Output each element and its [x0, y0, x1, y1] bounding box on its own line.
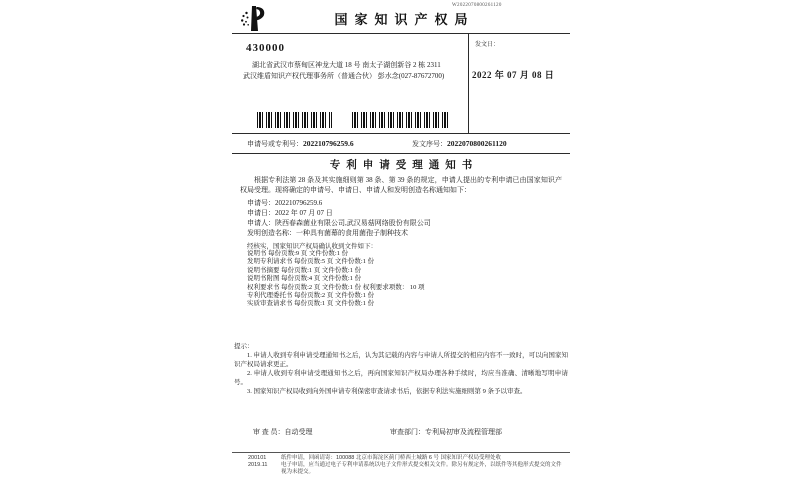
- notice-title: 专利申请受理通知书: [329, 160, 479, 171]
- application-number-row: [247, 139, 567, 149]
- examiner-value: 自动受理: [284, 428, 313, 436]
- document-code: W2022070800261120: [452, 3, 502, 8]
- serial-number-label: 发文序号：: [412, 140, 447, 148]
- footer-row: [248, 462, 563, 476]
- confirmation-line: 经核实，国家知识产权局确认收到文件如下：: [247, 243, 377, 250]
- recipient-address: 湖北省武汉市蔡甸区神龙大道 18 号 南太子湖创新谷 2 栋 2311: [252, 61, 441, 69]
- field-invention-title: 发明创造名称：一种具有菌幕的食用菌孢子制种技术: [247, 228, 408, 237]
- field-application-number: 申请号：202210796259.6: [247, 199, 323, 207]
- note-item: 2. 申请人收到专利申请受理通知书之后，再向国家知识产权局办理各种手续时，均应当准确、清晰地写明申请号。: [234, 370, 568, 386]
- file-item: 说明书 每份页数:9 页 文件份数:1 份: [247, 250, 349, 257]
- footer-form-code: 200101: [248, 455, 267, 461]
- file-item: 专利代理委托书 每份页数:2 页 文件份数:1 份: [247, 292, 375, 300]
- footer-text: 电子申请，应当通过电子专利申请系统以电子文件形式提交相关文件。除另有规定外，以纸件等其他形式提交的文件视为未提交。: [281, 461, 562, 475]
- serial-number-value: 2022070800261120: [447, 139, 507, 148]
- examiner-label: 审 查 员：: [253, 428, 285, 436]
- header-rule: [232, 33, 570, 34]
- department-label: 审查部门：: [390, 428, 425, 436]
- serial-number: [412, 139, 507, 149]
- examiner-row: [253, 427, 568, 437]
- file-item: 发明专利请求书 每份页数:5 页 文件份数:1 份: [247, 258, 375, 266]
- footer-text: 纸件申请，回函请寄：100088 北京市海淀区蓟门桥西土城路 6 号 国家知识产权局受理处收: [281, 455, 502, 461]
- field-applicants: 申请人：陕西春森菌业有限公司,武汉易菇网络股份有限公司: [247, 218, 431, 227]
- footer-notes: [248, 455, 563, 476]
- title-rule: [232, 153, 570, 154]
- vertical-divider: [468, 33, 469, 134]
- file-item: 说明书摘要 每份页数:1 页 文件份数:1 份: [247, 266, 362, 274]
- footer-row: [248, 455, 563, 462]
- notes-section: [234, 342, 568, 396]
- file-item: 说明书附图 每份页数:4 页 文件份数:1 份: [247, 275, 362, 283]
- barcode-right: [352, 112, 449, 128]
- intro-paragraph: 根据专利法第 28 条及其实施细则第 38 条、第 39 条的规定，申请人提出的专利申请已由国家知识产权局受理。现将确定的申请号、申请日、申请人和发明创造名称通知如下：: [240, 176, 562, 194]
- application-number-value: 202210796259.6: [303, 139, 354, 148]
- dispatch-date-value: 2022 年 07 月 08 日: [472, 70, 555, 80]
- agent-line: 武汉维盾知识产权代理事务所（普通合伙） 彭水念(027-87672700): [243, 72, 445, 80]
- department-value: 专利局初审及流程管理部: [425, 428, 502, 436]
- file-item: 权利要求书 每份页数:2 页 文件份数:1 份 权利要求项数： 10 项: [247, 283, 425, 291]
- department: [390, 427, 502, 437]
- postal-code: 430000: [246, 42, 285, 54]
- footer-rule: [232, 452, 570, 453]
- agency-title: 国家知识产权局: [334, 12, 475, 27]
- note-item: 3. 国家知识产权局收到向外国申请专利保密审查请求书后，依据专利法实施细则第 9 条予以审查。: [247, 388, 527, 395]
- application-number-label: 申请号或专利号：: [247, 140, 303, 148]
- mid-rule: [232, 133, 570, 134]
- notes-title: 提示：: [234, 343, 254, 350]
- footer-form-code: 2019.11: [248, 461, 268, 468]
- field-filing-date: 申请日：2022 年 07 月 07 日: [247, 208, 333, 217]
- dispatch-date-label: 发文日：: [475, 42, 500, 48]
- application-fields: [247, 199, 431, 239]
- barcode-left: [257, 112, 332, 128]
- received-files-list: [247, 250, 425, 309]
- note-item: 1. 申请人收到专利申请受理通知书之后，认为其记载的内容与申请人所提交的相应内容不一致时，可以向国家知识产权局请求更正。: [234, 352, 568, 368]
- file-item: 实质审查请求书 每份页数:1 页 文件份数:1 份: [247, 300, 375, 308]
